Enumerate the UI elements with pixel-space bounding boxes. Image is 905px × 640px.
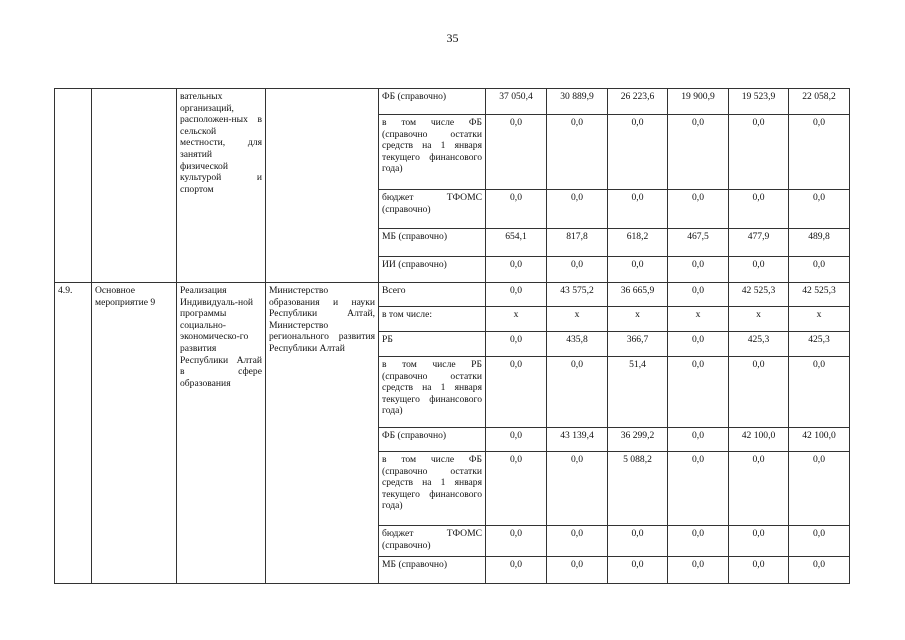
value-cell: 0,0 (729, 115, 789, 190)
item-number-cell (55, 89, 92, 283)
value-cell: 0,0 (486, 332, 547, 357)
value-cell: 0,0 (789, 190, 850, 229)
value-cell: 51,4 (608, 357, 668, 428)
value-cell: х (547, 307, 608, 332)
value-cell: 0,0 (668, 428, 729, 452)
value-cell: 817,8 (547, 229, 608, 257)
value-cell: 0,0 (486, 115, 547, 190)
source-cell: в том числе РБ (справочно остатки средств на 1 января текущего финансового года) (379, 357, 486, 428)
source-cell: МБ (справочно) (379, 557, 486, 584)
value-cell: 477,9 (729, 229, 789, 257)
source-cell: в том числе: (379, 307, 486, 332)
item-type-cell (92, 89, 177, 283)
value-cell: 42 100,0 (729, 428, 789, 452)
value-cell: 22 058,2 (789, 89, 850, 115)
value-cell: 43 139,4 (547, 428, 608, 452)
source-cell: Всего (379, 283, 486, 307)
value-cell: 5 088,2 (608, 452, 668, 526)
value-cell: 467,5 (668, 229, 729, 257)
item-name-cell: Реализация Индивидуаль-ной программы социально-экономическо-го развития Республики Алтай в сфере образования (177, 283, 266, 584)
source-cell: в том числе ФБ (справочно остатки средств на 1 января текущего финансового года) (379, 115, 486, 190)
value-cell: 0,0 (608, 526, 668, 557)
table-row (55, 89, 850, 115)
value-cell: 0,0 (547, 452, 608, 526)
value-cell: 0,0 (608, 257, 668, 283)
item-name-cell: вательных организаций, расположен-ных в сельской местности, для занятий физической культурой и спортом (177, 89, 266, 283)
page-number: 35 (446, 31, 459, 45)
value-cell: 0,0 (547, 557, 608, 584)
value-cell: 0,0 (668, 283, 729, 307)
value-cell: 654,1 (486, 229, 547, 257)
value-cell: 0,0 (729, 526, 789, 557)
value-cell: 43 575,2 (547, 283, 608, 307)
source-cell: ФБ (справочно) (379, 89, 486, 115)
financing-table (54, 88, 850, 584)
value-cell: 19 900,9 (668, 89, 729, 115)
value-cell: 0,0 (486, 526, 547, 557)
value-cell: 618,2 (608, 229, 668, 257)
value-cell: 0,0 (486, 190, 547, 229)
value-cell: 0,0 (547, 115, 608, 190)
source-cell: ФБ (справочно) (379, 428, 486, 452)
value-cell: 19 523,9 (729, 89, 789, 115)
value-cell: 26 223,6 (608, 89, 668, 115)
value-cell: 435,8 (547, 332, 608, 357)
value-cell: 0,0 (789, 257, 850, 283)
source-cell: МБ (справочно) (379, 229, 486, 257)
value-cell: 489,8 (789, 229, 850, 257)
responsible-cell: Министерство образования и науки Республики Алтай, Министерство регионального развития Республики Алтай (266, 283, 379, 584)
value-cell: 366,7 (608, 332, 668, 357)
value-cell: 425,3 (729, 332, 789, 357)
value-cell: 0,0 (668, 257, 729, 283)
source-cell: в том числе ФБ (справочно остатки средств на 1 января текущего финансового года) (379, 452, 486, 526)
value-cell: 0,0 (729, 557, 789, 584)
value-cell: 30 889,9 (547, 89, 608, 115)
value-cell: 0,0 (547, 357, 608, 428)
value-cell: 0,0 (486, 428, 547, 452)
value-cell: 0,0 (547, 526, 608, 557)
item-number-cell: 4.9. (55, 283, 92, 584)
value-cell: х (789, 307, 850, 332)
source-cell: ИИ (справочно) (379, 257, 486, 283)
value-cell: 0,0 (608, 190, 668, 229)
value-cell: 0,0 (789, 115, 850, 190)
source-cell: бюджет ТФОМС (справочно) (379, 526, 486, 557)
value-cell: 0,0 (668, 526, 729, 557)
value-cell: 0,0 (729, 190, 789, 229)
value-cell: 0,0 (789, 357, 850, 428)
value-cell: 425,3 (789, 332, 850, 357)
value-cell: 0,0 (789, 452, 850, 526)
responsible-cell (266, 89, 379, 283)
value-cell: 0,0 (729, 452, 789, 526)
value-cell: 36 665,9 (608, 283, 668, 307)
value-cell: 0,0 (668, 357, 729, 428)
table-row (55, 283, 850, 307)
value-cell: х (668, 307, 729, 332)
value-cell: 0,0 (668, 557, 729, 584)
value-cell: 42 525,3 (729, 283, 789, 307)
value-cell: 0,0 (668, 452, 729, 526)
value-cell: 0,0 (668, 332, 729, 357)
value-cell: 0,0 (668, 115, 729, 190)
value-cell: х (486, 307, 547, 332)
value-cell: 0,0 (486, 257, 547, 283)
value-cell: 37 050,4 (486, 89, 547, 115)
value-cell: 0,0 (486, 452, 547, 526)
value-cell: 42 100,0 (789, 428, 850, 452)
value-cell: 0,0 (608, 115, 668, 190)
value-cell: 0,0 (608, 557, 668, 584)
value-cell: 0,0 (729, 257, 789, 283)
value-cell: 0,0 (547, 190, 608, 229)
value-cell: 0,0 (789, 557, 850, 584)
value-cell: 0,0 (486, 283, 547, 307)
value-cell: х (608, 307, 668, 332)
value-cell: 0,0 (668, 190, 729, 229)
value-cell: 0,0 (547, 257, 608, 283)
value-cell: 36 299,2 (608, 428, 668, 452)
value-cell: 0,0 (486, 557, 547, 584)
value-cell: 0,0 (486, 357, 547, 428)
source-cell: бюджет ТФОМС (справочно) (379, 190, 486, 229)
source-cell: РБ (379, 332, 486, 357)
value-cell: 0,0 (729, 357, 789, 428)
item-type-cell: Основное мероприятие 9 (92, 283, 177, 584)
value-cell: х (729, 307, 789, 332)
value-cell: 0,0 (789, 526, 850, 557)
value-cell: 42 525,3 (789, 283, 850, 307)
